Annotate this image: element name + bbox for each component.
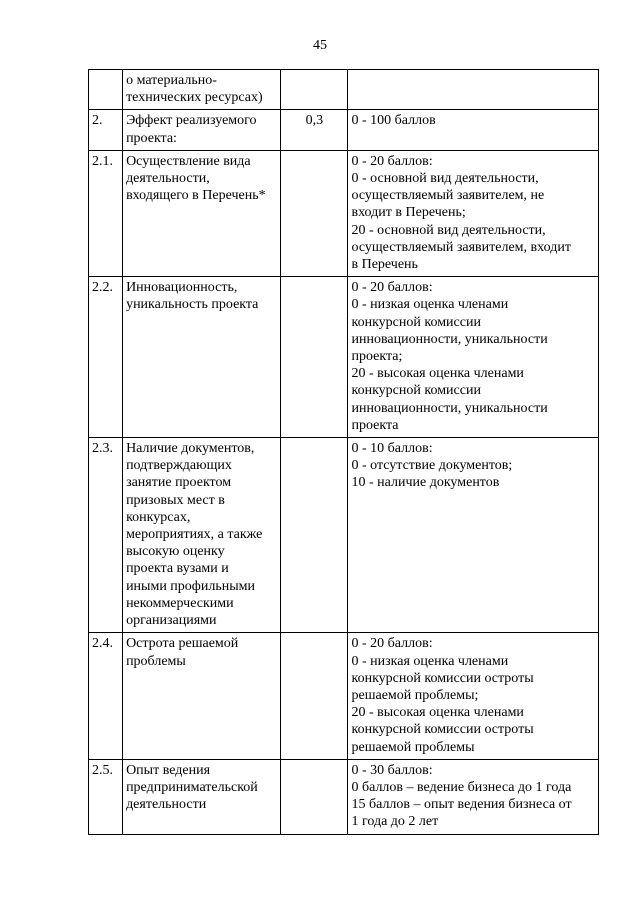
criterion-weight: [281, 438, 348, 633]
criterion-score-line: конкурсной комиссии: [351, 383, 481, 399]
criterion-weight: [281, 150, 348, 276]
criterion-score-line: 0 - 20 баллов:: [351, 636, 433, 652]
table-row: [89, 438, 599, 633]
criterion-score-line: 0 - отсутствие документов;: [351, 458, 513, 474]
criterion-name-line: Наличие документов,: [126, 441, 255, 457]
criterion-name-line: технических ресурсах): [126, 90, 263, 106]
criterion-score: [348, 277, 599, 438]
criterion-name-line: деятельности,: [126, 171, 210, 187]
criterion-score-line: инновационности, уникальности: [351, 400, 548, 416]
page-number: 45: [313, 38, 327, 53]
criterion-score-line: 0 - 100 баллов: [351, 113, 436, 129]
criterion-number: 2.4.: [89, 633, 123, 759]
criterion-score-line: 1 года до 2 лет: [351, 814, 439, 830]
criterion-name-line: иными профильными: [126, 578, 255, 594]
criterion-weight: [281, 70, 348, 110]
criterion-number: 2.5.: [89, 759, 123, 834]
criterion-name: [123, 277, 281, 438]
criterion-weight: 0,3: [281, 110, 348, 150]
criteria-table: [88, 69, 599, 835]
criterion-name-line: конкурсах,: [126, 509, 191, 525]
criterion-score-line: 20 - высокая оценка членами: [351, 366, 524, 382]
criterion-score-line: инновационности, уникальности: [351, 331, 548, 347]
criterion-score-line: конкурсной комиссии: [351, 314, 481, 330]
criterion-score: [348, 150, 599, 276]
table-row: [89, 150, 599, 276]
criterion-score-line: 15 баллов – опыт ведения бизнеса от: [351, 797, 572, 813]
criterion-weight: [281, 633, 348, 759]
criterion-score-line: решаемой проблемы;: [351, 687, 479, 703]
criterion-name-line: призовых мест в: [126, 492, 225, 508]
criterion-name-line: деятельности: [126, 797, 207, 813]
criterion-score-line: осуществляемый заявителем, входит: [351, 239, 571, 255]
criterion-name-line: некоммерческими: [126, 595, 234, 611]
criterion-score: [348, 633, 599, 759]
criterion-score-line: 0 баллов – ведение бизнеса до 1 года: [351, 779, 572, 795]
criterion-name-line: мероприятиях, а также: [126, 527, 263, 543]
criterion-score-line: 20 - высокая оценка членами: [351, 705, 524, 721]
criterion-name-line: предпринимательской: [126, 779, 258, 795]
criterion-number: 2.: [89, 110, 123, 150]
criterion-score-line: в Перечень: [351, 257, 418, 273]
criterion-score-line: 0 - низкая оценка членами: [351, 653, 509, 669]
table-row: [89, 759, 599, 834]
table-row: [89, 633, 599, 759]
criterion-score-line: 0 - 10 баллов:: [351, 441, 433, 457]
criterion-name: [123, 438, 281, 633]
criterion-name-line: подтверждающих: [126, 458, 232, 474]
criterion-score-line: 20 - основной вид деятельности,: [351, 222, 546, 238]
criterion-number: 2.3.: [89, 438, 123, 633]
criterion-score: [348, 110, 599, 150]
criterion-name-line: организациями: [126, 613, 217, 629]
criterion-name-line: о материально-: [126, 73, 217, 88]
criterion-name-line: занятие проектом: [126, 475, 232, 491]
criterion-name: [123, 633, 281, 759]
criterion-score-line: конкурсной комиссии остроты: [351, 722, 534, 738]
criterion-score: [348, 70, 599, 110]
criterion-name: [123, 110, 281, 150]
criterion-weight: [281, 759, 348, 834]
criterion-score-line: входит в Перечень;: [351, 205, 466, 221]
criterion-name-line: высокую оценку: [126, 544, 225, 560]
criterion-score-line: 0 - 20 баллов:: [351, 280, 433, 296]
criterion-score-line: осуществляемый заявителем, не: [351, 188, 545, 204]
table-row: [89, 110, 599, 150]
criterion-score-line: 0 - 30 баллов:: [351, 762, 433, 778]
criterion-name-line: проекта вузами и: [126, 561, 229, 577]
criterion-score: [348, 759, 599, 834]
criterion-name-line: проблемы: [126, 653, 186, 669]
criterion-name-line: входящего в Перечень*: [126, 188, 266, 204]
criterion-score-line: проекта: [351, 417, 399, 433]
criterion-score-line: конкурсной комиссии остроты: [351, 670, 534, 686]
criterion-weight: [281, 277, 348, 438]
criterion-score-line: 0 - низкая оценка членами: [351, 297, 509, 313]
criterion-name-line: проекта:: [126, 130, 177, 146]
criterion-number: 2.1.: [89, 150, 123, 276]
criterion-score-line: 0 - основной вид деятельности,: [351, 171, 539, 187]
table-row: [89, 277, 599, 438]
criterion-name-line: Острота решаемой: [126, 636, 239, 652]
criterion-name: [123, 150, 281, 276]
criterion-name-line: Эффект реализуемого: [126, 113, 257, 129]
criterion-score-line: 0 - 20 баллов:: [351, 153, 433, 169]
criterion-score: [348, 438, 599, 633]
criterion-name-line: уникальность проекта: [126, 297, 259, 313]
criterion-name: [123, 70, 281, 110]
criterion-name-line: Осуществление вида: [126, 153, 251, 169]
criterion-name-line: Инновационность,: [126, 280, 238, 296]
table-row: [89, 70, 599, 110]
criterion-number: 2.2.: [89, 277, 123, 438]
criterion-name-line: Опыт ведения: [126, 762, 211, 778]
criterion-number: [89, 70, 123, 110]
criterion-name: [123, 759, 281, 834]
criterion-score-line: 10 - наличие документов: [351, 475, 500, 491]
criterion-score-line: решаемой проблемы: [351, 739, 475, 755]
criterion-score-line: проекта;: [351, 349, 403, 365]
criteria-table-body: [89, 70, 599, 835]
